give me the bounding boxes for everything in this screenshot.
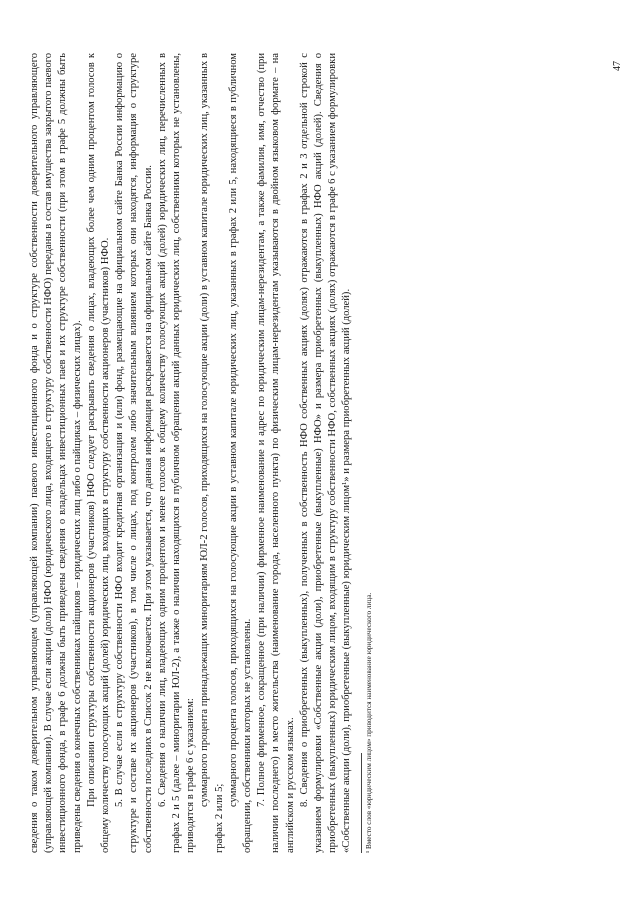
paragraph-item-6: 6. Сведения о наличии лиц, владеющих одним процентом и менее голосов к общему количеству голосующих акций (долей) юридических лиц, перечисленных в графах 2 и 5 (далее – миноритарии ЮЛ-2), а также о наличии находящихся в публичном обращении акций данных юридических лиц, собственники которых не установлены, приводятся в графе 6 с указанием: (156, 53, 197, 853)
paragraph-item-5: 5. В случае если в структуру собственности НФО входит кредитная организация и (или) фонд, размещающие на официальном сайте Банка России информацию о структуре и составе их акционеров (участников), в том числе о лицах, под контролем либо значительным влиянием которых они находятся, информация о структуре собственности последних в Список 2 не включается. При этом указывается, что данная информация раскрывается на официальном сайте Банка России. (114, 53, 154, 853)
footnote-divider (361, 753, 362, 853)
page-number: 47 (612, 61, 623, 71)
footnote: ¹ Вместо слов «юридическим лицом» приводится наименование юридического лица. (364, 592, 373, 853)
paragraph-ownership-structure: При описании структуры собственности акционеров (участников) НФО следует раскрывать сведения о лицах, владеющих более чем одним процентом голосов к общему количеству голосующих акций (долей) юридических лиц, входящих в структуру собственности акционеров (участников) НФО. (85, 53, 112, 853)
paragraph-item-7: 7. Полное фирменное, сокращенное (при наличии) фирменное наименование и адрес по юридическим лицам-нерезидентам, а также фамилия, имя, отчество (при наличии последнего) и место жительства (наименование города, населенного пункта) по физическим лицам-нерезидентам указываются в двойном языковом формате – на английском и русском языках. (256, 53, 296, 853)
paragraph-item-8: 8. Сведения о приобретенных (выкупленных), полученных в собственность НФО собственных акциях (долях) отражаются в графах 2 и 3 отдельной строкой с указанием формулировки «Собственные акции (доли), приобретенные (выкупленные) НФО» и размера приобретенных (выкупленных) НФО акций (долей). Сведения о приобретенных (выкупленных) юридическим лицом, входящим в структуру собственности НФО, собственных акциях (долях) отражаются в графе 6 с указанием формулировки «Собственные акции (доли), приобретенные (выкупленные) юридическим лицом¹» и размера приобретенных акций (долей). (298, 53, 353, 853)
document-body (28, 53, 374, 853)
paragraph-public-percent: суммарного процента голосов, приходящихся на голосующие акции в уставном капитале юридических лиц, указанных в графах 2 или 5, находящиеся в публичном обращении, собственники которых не установлены. (227, 53, 254, 853)
paragraph-minority-percent: суммарного процента принадлежащих миноритариям ЮЛ-2 голосов, приходящихся на голосующие акции (доли) в уставном капитале юридических лиц, указанных в графах 2 или 5; (199, 53, 225, 853)
paragraph-trust-manager: сведения о таком доверительном управляющем (управляющей компании) паевого инвестиционного фонда и о структуре собственности доверительного управляющего (управляющей компании). В случае если акции (доли) НФО (юридического лица, входящего в структуру собственности НФО) переданы в состав имущества закрытого паевого инвестиционного фонда, в графе 6 должны быть приведены сведения о владельцах инвестиционных паев и их структуре собственности (при этом в графе 5 должны быть приведены сведения о конечных собственниках пайщиков – юридических лиц либо о пайщиках – физических лицах). (29, 53, 83, 853)
